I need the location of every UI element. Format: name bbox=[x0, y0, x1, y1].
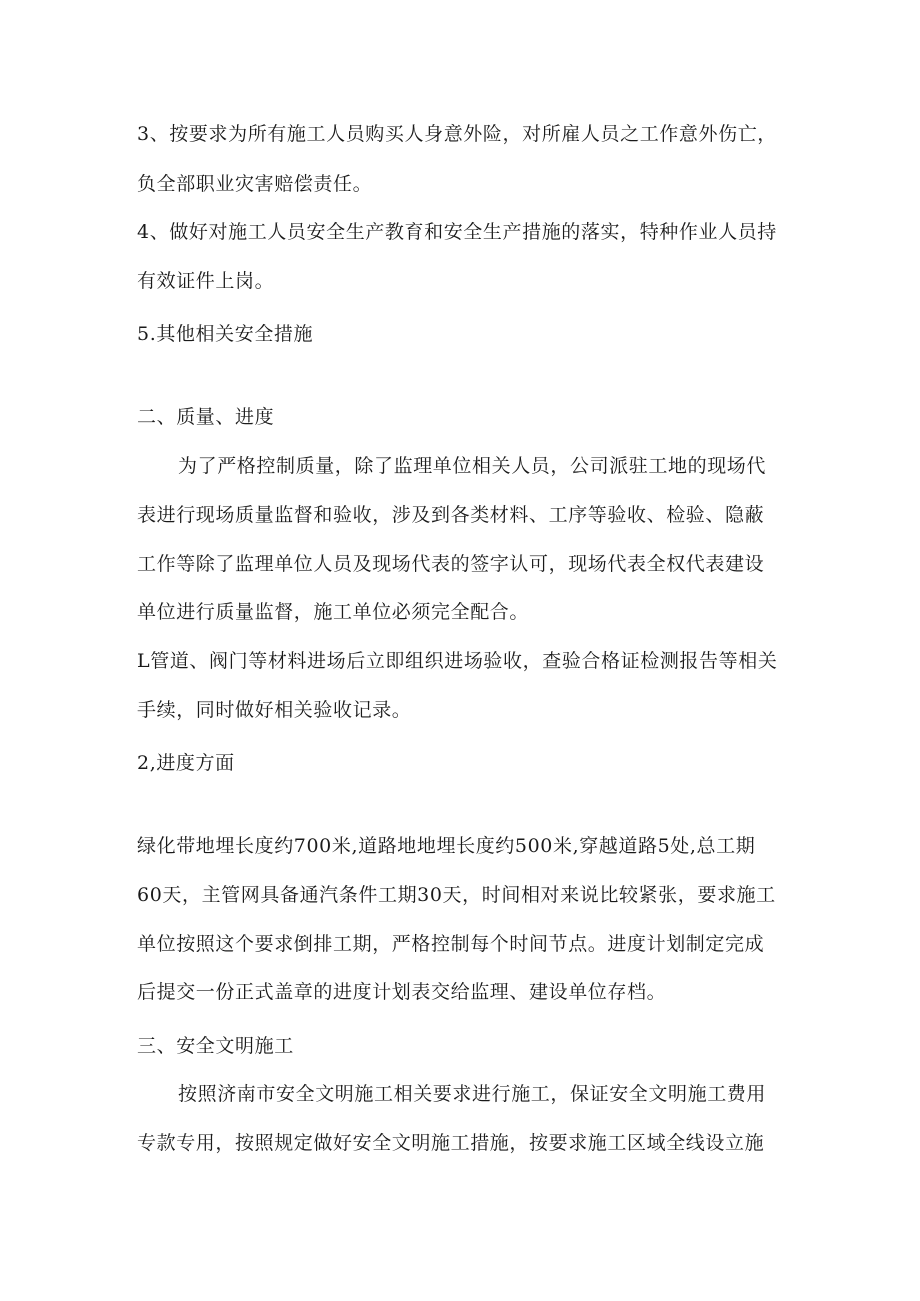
text-line-8: 表进行现场质量监督和验收，涉及到各类材料、工序等验收、检验、隐蔽 bbox=[137, 504, 765, 526]
text-line-12: 手续，同时做好相关验收记录。 bbox=[137, 699, 412, 721]
text-line-3: 4、做好对施工人员安全生产教育和安全生产措施的落实，特种作业人员持 bbox=[137, 221, 777, 243]
text-line-4: 有效证件上岗。 bbox=[137, 270, 275, 292]
text-line-5: 5.其他相关安全措施 bbox=[137, 323, 314, 345]
text-line-15: 60天，主管网具备通汽条件工期30天，时间相对来说比较紧张，要求施工 bbox=[137, 884, 776, 906]
text-line-10: 单位进行质量监督，施工单位必须完全配合。 bbox=[137, 601, 530, 623]
text-line-11: L管道、阀门等材料进场后立即组织进场验收，查验合格证检测报告等相关 bbox=[137, 650, 778, 672]
section-heading-quality-progress: 二、质量、进度 bbox=[137, 406, 275, 428]
section-heading-safety: 三、安全文明施工 bbox=[137, 1035, 294, 1057]
subheading-progress: 2,进度方面 bbox=[137, 752, 235, 774]
text-line-7: 为了严格控制质量，除了监理单位相关人员，公司派驻工地的现场代 bbox=[178, 455, 767, 477]
text-line-19: 按照济南市安全文明施工相关要求进行施工，保证安全文明施工费用 bbox=[178, 1083, 767, 1105]
text-line-14: 绿化带地埋长度约700米,道路地地埋长度约500米,穿越道路5处,总工期 bbox=[137, 835, 756, 857]
text-line-17: 后提交一份正式盖章的进度计划表交给监理、建设单位存档。 bbox=[137, 981, 667, 1003]
text-line-20: 专款专用，按照规定做好安全文明施工措施，按要求施工区域全线设立施 bbox=[137, 1132, 765, 1154]
text-line-16: 单位按照这个要求倒排工期，严格控制每个时间节点。进度计划制定完成 bbox=[137, 933, 765, 955]
text-line-1: 3、按要求为所有施工人员购买人身意外险，对所雇人员之工作意外伤亡， bbox=[137, 123, 777, 145]
text-line-2: 负全部职业灾害赔偿责任。 bbox=[137, 173, 373, 195]
text-line-9: 工作等除了监理单位人员及现场代表的签字认可，现场代表全权代表建设 bbox=[137, 553, 765, 575]
